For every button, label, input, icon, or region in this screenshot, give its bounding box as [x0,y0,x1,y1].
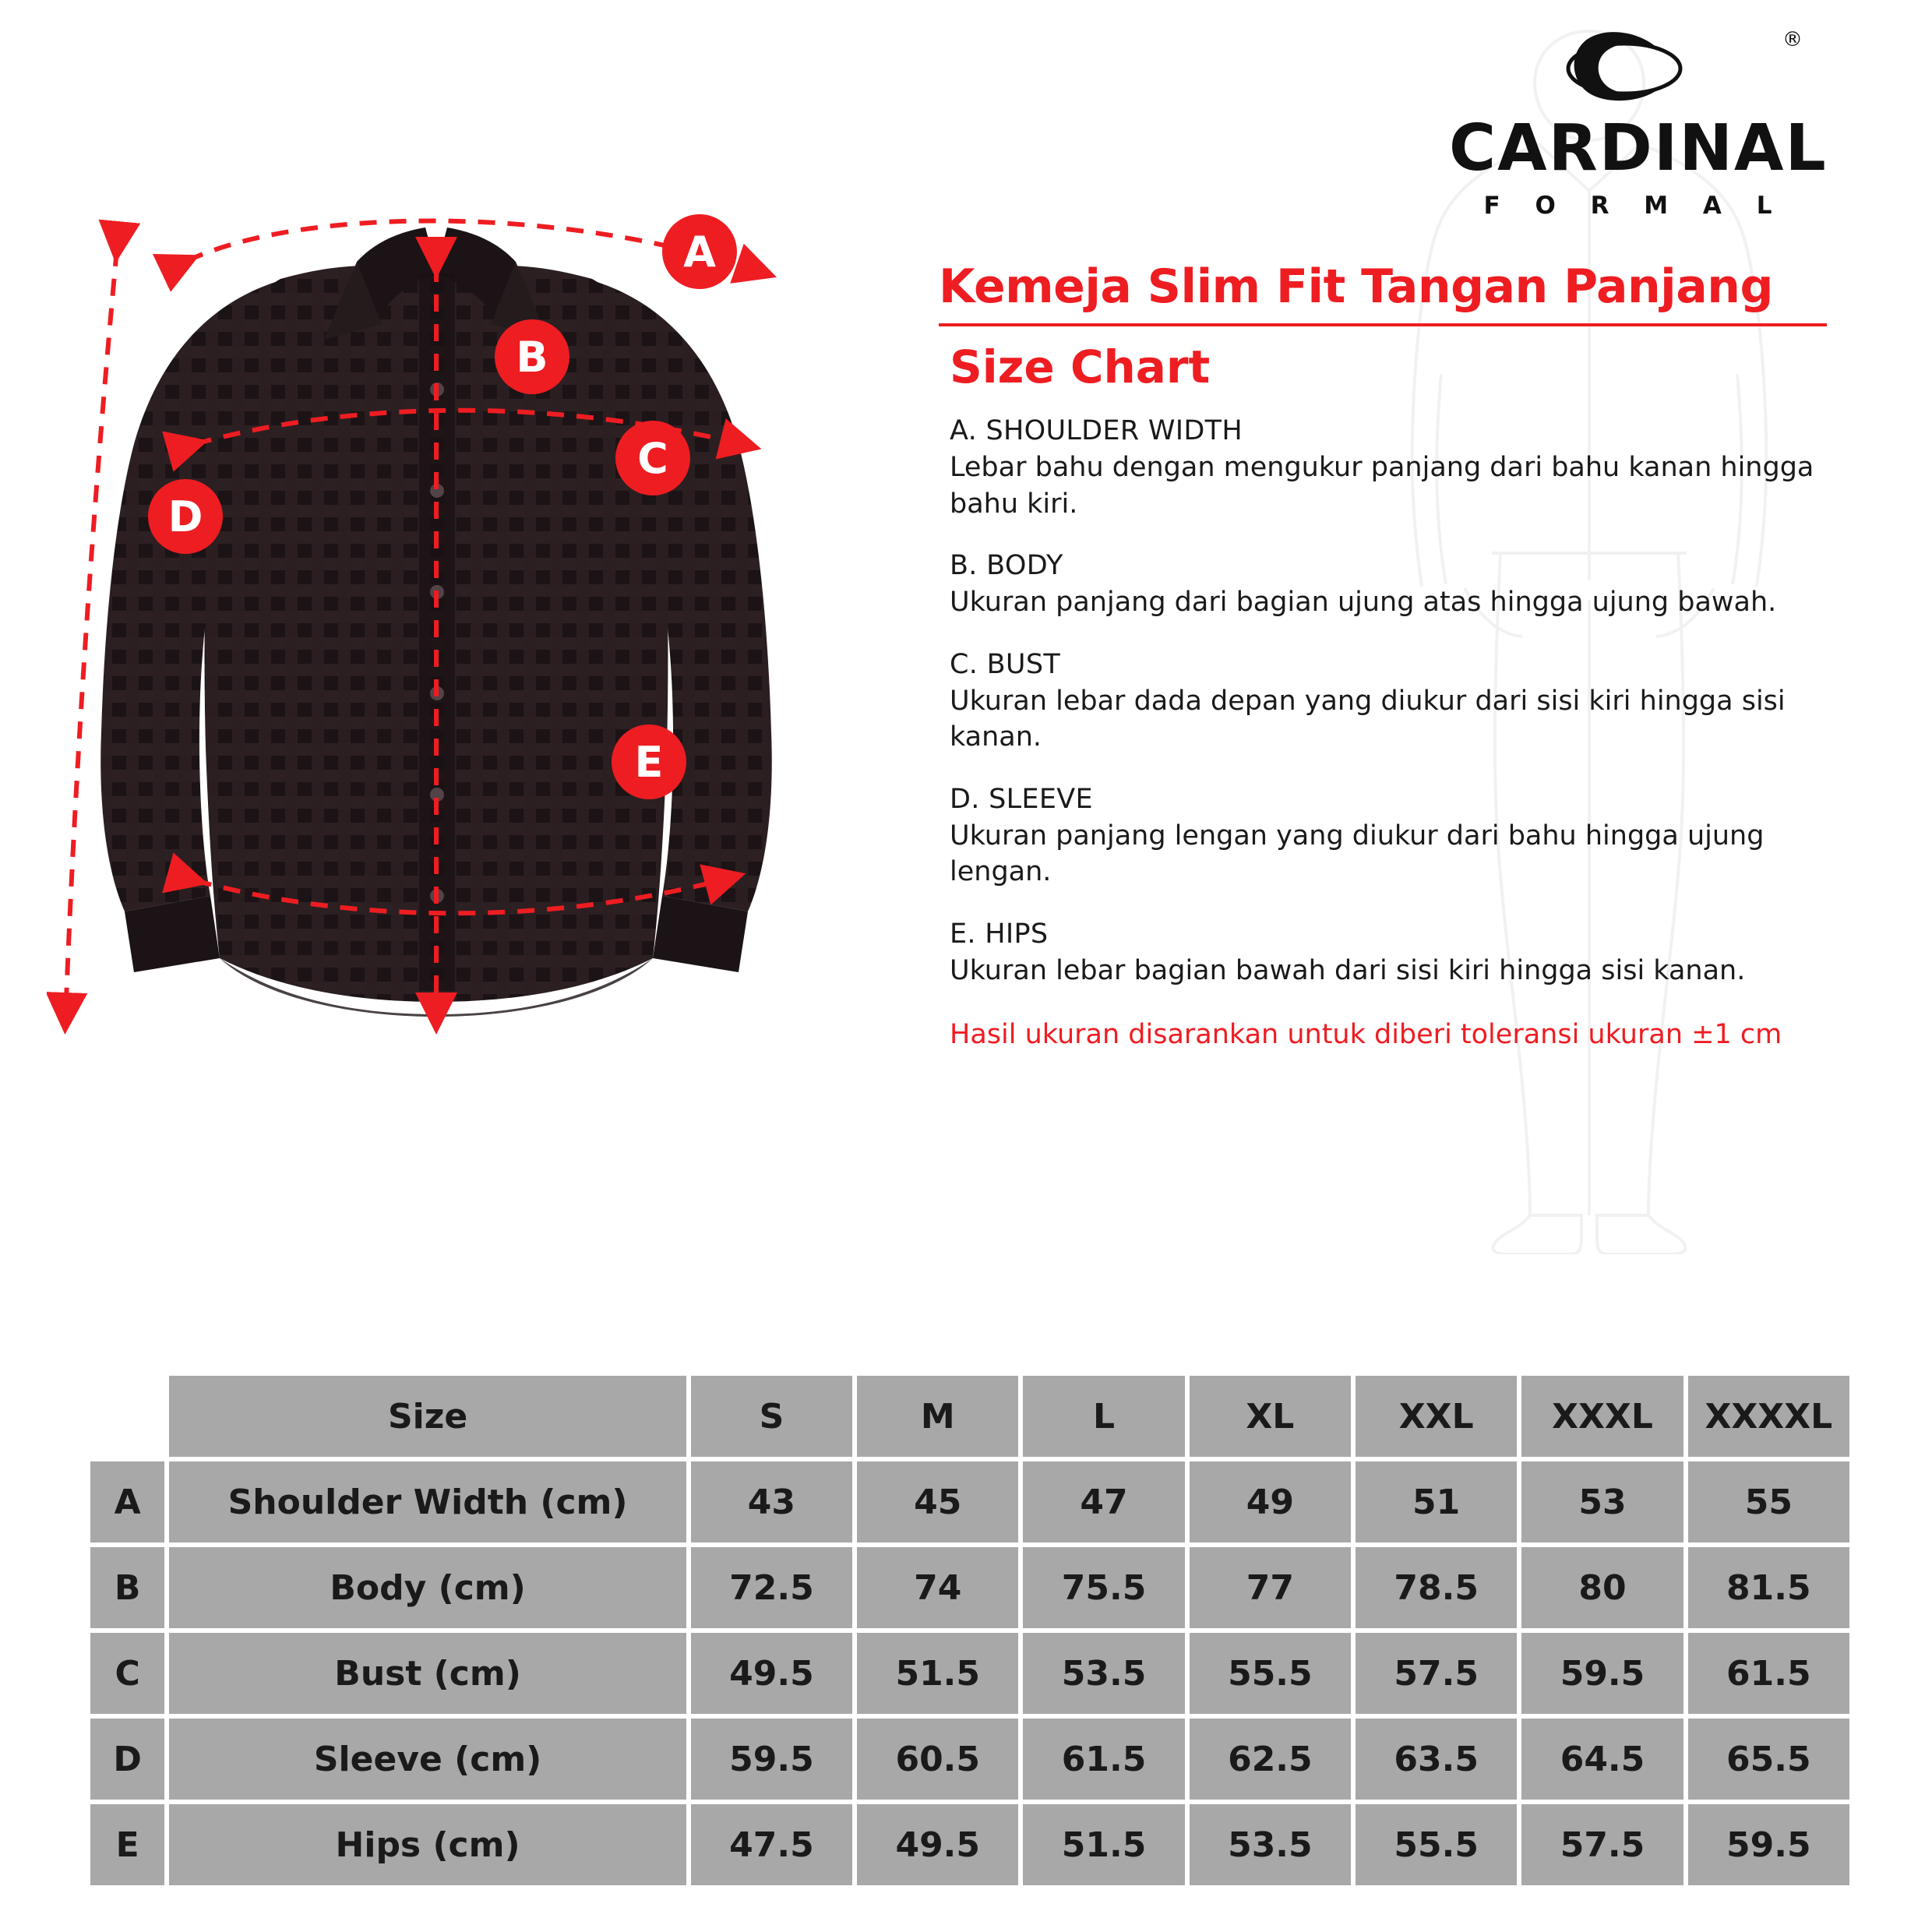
size-chart-table [86,1371,1854,1890]
cell-a-m: 45 [857,1461,1018,1542]
definition-a-text: Lebar bahu dengan mengukur panjang dari bahu kanan hingga bahu kiri. [950,452,1814,520]
table-row [90,1804,1849,1885]
row-label-shoulder-width: Shoulder Width (cm) [169,1461,686,1542]
row-label-bust: Bust (cm) [169,1633,686,1714]
header-size-label: Size [169,1376,686,1457]
cell-b-s: 72.5 [691,1547,852,1628]
cell-a-l: 47 [1023,1461,1184,1542]
cell-a-xxxl: 53 [1521,1461,1683,1542]
marker-a: A [662,214,737,289]
marker-e: E [612,724,686,799]
marker-c: C [615,421,690,495]
marker-d: D [148,479,223,554]
definition-a [950,415,1827,522]
cell-c-m: 51.5 [857,1633,1018,1714]
cell-c-s: 49.5 [691,1633,852,1714]
cell-d-xl: 62.5 [1190,1719,1351,1800]
definition-c-text: Ukuran lebar dada depan yang diukur dari sisi kiri hingga sisi kanan. [950,685,1786,753]
row-label-body: Body (cm) [169,1547,686,1628]
cell-e-xxxxl: 59.5 [1688,1804,1849,1885]
definition-list [939,415,1827,989]
row-label-hips: Hips (cm) [169,1804,686,1885]
cell-d-m: 60.5 [857,1719,1018,1800]
cell-c-xl: 55.5 [1190,1633,1351,1714]
cell-e-xxxl: 57.5 [1521,1804,1683,1885]
row-letter-c: C [90,1633,164,1714]
cell-d-xxxxl: 65.5 [1688,1719,1849,1800]
header-size-xxl: XXL [1356,1376,1517,1457]
cell-b-l: 75.5 [1023,1547,1184,1628]
header-size-l: L [1023,1376,1184,1457]
page-subtitle: Size Chart [950,340,1211,393]
row-letter-a: A [90,1461,164,1542]
row-label-sleeve: Sleeve (cm) [169,1719,686,1800]
cell-a-s: 43 [691,1461,852,1542]
header-size-xxxxl: XXXXL [1688,1376,1849,1457]
definition-d-text: Ukuran panjang lengan yang diukur dari bahu hingga ujung lengan. [950,820,1765,888]
header-size-s: S [691,1376,852,1457]
cell-d-s: 59.5 [691,1719,852,1800]
cell-b-xxl: 78.5 [1356,1547,1517,1628]
definition-e [950,918,1827,989]
cell-e-xxl: 55.5 [1356,1804,1517,1885]
definition-d [950,784,1827,890]
brand-name: CARDINAL [1449,111,1828,185]
cell-e-xl: 53.5 [1190,1804,1351,1885]
registered-mark: ® [1782,28,1803,51]
definition-b-text: Ukuran panjang dari bagian ujung atas hingga ujung bawah. [950,587,1777,619]
row-letter-e: E [90,1804,164,1885]
header-size-m: M [857,1376,1018,1457]
tolerance-note: Hasil ukuran disarankan untuk diberi toleransi ukuran ±1 cm [950,1019,1782,1051]
definition-b [950,550,1827,621]
cell-e-l: 51.5 [1023,1804,1184,1885]
header-size-xxxl: XXXL [1521,1376,1683,1457]
cell-c-xxl: 57.5 [1356,1633,1517,1714]
definition-b-heading: B. BODY [950,550,1063,582]
cell-a-xxl: 51 [1356,1461,1517,1542]
cell-c-xxxl: 59.5 [1521,1633,1683,1714]
cell-c-xxxxl: 61.5 [1688,1633,1849,1714]
cell-b-xl: 77 [1190,1547,1351,1628]
page-title: Kemeja Slim Fit Tangan Panjang [939,261,1827,326]
definition-c [950,649,1827,756]
cell-e-s: 47.5 [691,1804,852,1885]
cardinal-c-logo-icon [1449,23,1807,117]
cell-b-xxxxl: 81.5 [1688,1547,1849,1628]
definition-d-heading: D. SLEEVE [950,783,1093,815]
shirt-illustration [47,187,919,1293]
row-letter-d: D [90,1719,164,1800]
definition-a-heading: A. SHOULDER WIDTH [950,415,1243,446]
cell-a-xl: 49 [1190,1461,1351,1542]
row-letter-b: B [90,1547,164,1628]
table-row [90,1461,1849,1542]
cell-e-m: 49.5 [857,1804,1018,1885]
header-letter-spacer [90,1376,164,1457]
definition-c-heading: C. BUST [950,648,1061,680]
brand-logo [1449,23,1828,220]
brand-subname: F O R M A L [1483,192,1786,220]
definition-e-heading: E. HIPS [950,918,1049,950]
cell-d-xxxl: 64.5 [1521,1719,1683,1800]
table-row [90,1719,1849,1800]
definition-e-text: Ukuran lebar bagian bawah dari sisi kiri hingga sisi kanan. [950,954,1746,986]
size-chart-table-wrap [86,1371,1854,1890]
table-row [90,1547,1849,1628]
cell-c-l: 53.5 [1023,1633,1184,1714]
cell-d-xxl: 63.5 [1356,1719,1517,1800]
info-column [939,261,1827,1053]
cell-d-l: 61.5 [1023,1719,1184,1800]
cell-b-xxxl: 80 [1521,1547,1683,1628]
marker-b: B [495,319,569,394]
cell-b-m: 74 [857,1547,1018,1628]
cell-a-xxxxl: 55 [1688,1461,1849,1542]
header-size-xl: XL [1190,1376,1351,1457]
table-header-row [90,1376,1849,1457]
table-row [90,1633,1849,1714]
